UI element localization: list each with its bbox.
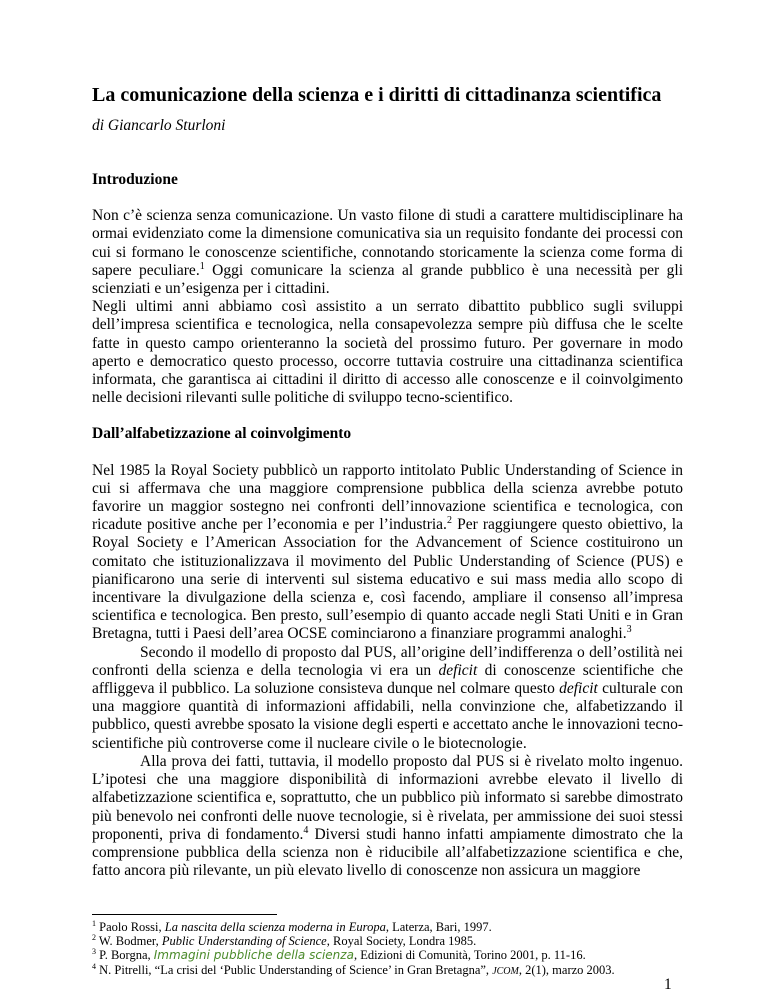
section-paragraph-2: Secondo il modello di proposto dal PUS, all’origine dell’indifferenza o dell’ostilità nei confronti della scienza e della tecnologia vi era un deficit di conoscenze scientifiche che affliggeva il pubblico. La soluzione consisteva dunque nel colmare questo deficit culturale con una maggiore quantità di informazioni affidabili, nella convinzione che, alfabetizzando il pubblico, questi avrebbe sposato la visione degli esperti e accettato anche le innovazioni tecno-scientifiche più controverse come il nucleare civile o le biotecnologie.: [92, 643, 683, 752]
section-paragraph-3: Alla prova dei fatti, tuttavia, il modello proposto dal PUS si è rivelato molto ingenuo. L’ipotesi che una maggiore disponibilità di informazioni avrebbe elevato il livello di alfabetizzazione scientifica e, soprattutto, che un pubblico più informato si sarebbe dimostrato più benevolo nei confronti delle nuove tecnologie, si è rivelata, per ammissione dei suoi stessi proponenti, priva di fondamento.$^4$ Diversi studi hanno infatti ampiamente dimostrato che la comprensione pubblica della scienza non è riducibile all’alfabetizzazione scientifica e che, fatto ancora più rilevante, un più elevato livello di conoscenze non assicura un maggiore: [92, 752, 683, 880]
author-line: di Giancarlo Sturloni: [92, 117, 226, 134]
footnote-divider: [92, 914, 277, 915]
intro-heading: Introduzione: [92, 171, 178, 188]
footnotes: [92, 920, 692, 979]
intro-paragraph-2: Negli ultimi anni abbiamo così assistito a un serrato dibattito pubblico sugli sviluppi dell’impresa scientifica e tecnologica, nella consapevolezza sempre più diffusa che le scelte fatte in questo campo orienteranno la società del prossimo futuro. Per governare in modo aperto e democratico questo processo, occorre tuttavia costruire una cittadinanza scientifica informata, che garantisca ai cittadini il diritto di accesso alle conoscenze e il coinvolgimento nelle decisioni rilevanti sulle politiche di sviluppo tecno-scientifico.: [92, 298, 683, 407]
book-title-link[interactable]: Immagini pubbliche della scienza: [153, 948, 354, 963]
document-title: La comunicazione della scienza e i diritti di cittadinanza scientifica: [92, 84, 662, 106]
footnote-3: $^3$ P. Borgna, Immagini pubbliche della scienza, Edizioni di Comunità, Torino 2001, p. 11-16.: [92, 947, 586, 963]
page-number: 1: [664, 976, 672, 993]
footnote-ref-3[interactable]: 3: [626, 624, 632, 636]
footnote-ref-4[interactable]: 4: [303, 824, 309, 836]
section-heading: Dall’alfabetizzazione al coinvolgimento: [92, 425, 352, 443]
footnote-ref-2[interactable]: 2: [446, 515, 452, 527]
footnote-2: $^2$ W. Bodmer, Public Understanding of Science, Royal Society, Londra 1985.: [92, 933, 477, 949]
footnote-1: $^1$ Paolo Rossi, La nascita della scienza moderna in Europa, Laterza, Bari, 1997.: [92, 918, 492, 934]
section-paragraph-1: Nel 1985 la Royal Society pubblicò un rapporto intitolato Public Understanding of Science in cui si affermava che una maggiore comprensione pubblica della scienza avrebbe potuto favorire un maggior sostegno nei confronti dell’innovazione scientifica e tecnologica, con ricadute positive anche per l’economia e per l’industria.$^2$ Per raggiungere questo obiettivo, la Royal Society e l’American Association for the Advancement of Science costituirono un comitato che istituzionalizzava il movimento del Public Understanding of Science (PUS) e pianificarono una serie di interventi sul sistema educativo e sui mass media allo scopo di incentivare la divulgazione della scienza e, così facendo, ampliare il consenso all’impresa scientifica e tecnologica. Ben presto, sull’esempio di quanto accade negli Stati Uniti e in Gran Bretagna, tutti i Paesi dell’area OCSE cominciarono a finanziare programmi analoghi.$^3$: [92, 461, 683, 643]
document-body: [92, 171, 683, 880]
footnote-ref-1[interactable]: 1: [199, 260, 205, 272]
intro-paragraph-1: Non c’è scienza senza comunicazione. Un vasto filone di studi a carattere multidisciplinare ha ormai evidenziato come la dimensione comunicativa sia un requisito fondante dei processi con cui si formano le conoscenze scientifiche, connotando storicamente la scienza come forma di sapere peculiare.$^1$ Oggi comunicare la scienza al grande pubblico è una necessità per gli scienziati e un’esigenza per i cittadini.: [92, 207, 683, 298]
footnote-4: $^4$ N. Pitrelli, “La crisi del ‘Public Understanding of Science’ in Gran Bretagna”, JCOM, 2(1), marzo 2003.: [92, 961, 615, 977]
